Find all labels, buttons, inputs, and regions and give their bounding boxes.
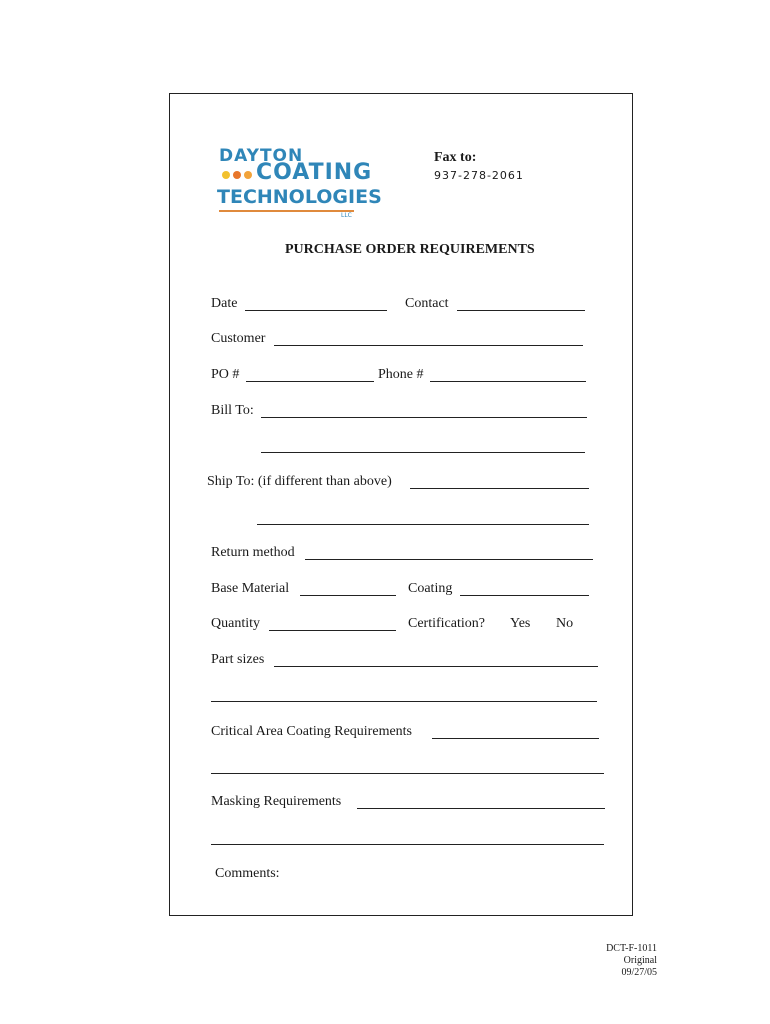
date-field[interactable] (245, 310, 387, 311)
coating-field[interactable] (460, 595, 589, 596)
footer-revision: Original (623, 955, 657, 966)
customer-label: Customer (211, 331, 266, 346)
logo-dot-amber (244, 171, 252, 179)
quantity-label: Quantity (211, 616, 260, 631)
part-sizes-field-2[interactable] (211, 701, 597, 702)
critical-area-field-2[interactable] (211, 773, 604, 774)
bill-to-field-2[interactable] (261, 452, 585, 453)
comments-label: Comments: (215, 866, 280, 881)
masking-label: Masking Requirements (211, 794, 342, 809)
certification-no-option[interactable]: No (556, 616, 574, 631)
fax-label: Fax to: (434, 150, 477, 165)
base-material-label: Base Material (211, 581, 290, 596)
customer-field[interactable] (274, 345, 583, 346)
logo-dot-yellow (222, 171, 230, 179)
document-footer (606, 943, 657, 979)
purchase-order-form (169, 93, 633, 916)
po-label: PO # (211, 367, 240, 382)
logo-suffix: LLC (341, 212, 352, 219)
quantity-field[interactable] (269, 630, 396, 631)
phone-field[interactable] (430, 381, 586, 382)
contact-field[interactable] (457, 310, 585, 311)
return-method-label: Return method (211, 545, 295, 560)
return-method-field[interactable] (305, 559, 593, 560)
footer-date: 09/27/05 (621, 967, 657, 978)
logo-line-dayton: DAYTON (219, 146, 304, 166)
certification-label: Certification? (408, 616, 485, 631)
part-sizes-label: Part sizes (211, 652, 265, 667)
base-material-field[interactable] (300, 595, 396, 596)
fax-number: 937-278-2061 (434, 169, 524, 182)
certification-yes-option[interactable]: Yes (510, 616, 531, 631)
masking-field-1[interactable] (357, 808, 605, 809)
form-title: PURCHASE ORDER REQUIREMENTS (285, 242, 535, 257)
footer-doc-id: DCT-F-1011 (606, 943, 657, 954)
po-field[interactable] (246, 381, 374, 382)
ship-to-label: Ship To: (if different than above) (207, 474, 392, 489)
bill-to-field-1[interactable] (261, 417, 587, 418)
bill-to-label: Bill To: (211, 403, 254, 418)
ship-to-field-1[interactable] (410, 488, 589, 489)
date-label: Date (211, 296, 238, 311)
coating-label: Coating (408, 581, 453, 596)
logo-dot-orange (233, 171, 241, 179)
logo-line-coating: COATING (256, 160, 373, 185)
masking-field-2[interactable] (211, 844, 604, 845)
logo-line-technologies: TECHNOLOGIES (217, 186, 382, 208)
ship-to-field-2[interactable] (257, 524, 589, 525)
logo-rule (219, 210, 354, 212)
part-sizes-field-1[interactable] (274, 666, 598, 667)
critical-area-field-1[interactable] (432, 738, 599, 739)
phone-label: Phone # (378, 367, 424, 382)
critical-area-label: Critical Area Coating Requirements (211, 724, 413, 739)
contact-label: Contact (405, 296, 449, 311)
